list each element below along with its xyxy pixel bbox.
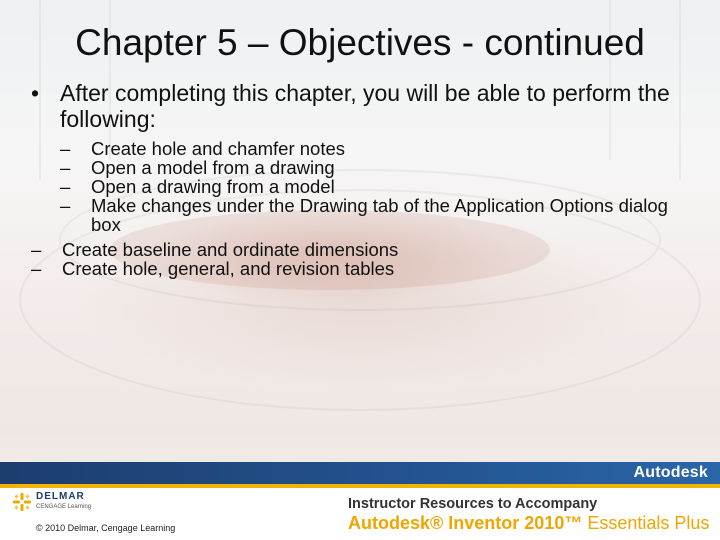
footer-gold-band (0, 484, 720, 488)
list-item-text: Create baseline and ordinate dimensions (62, 239, 399, 260)
list-dash: – (31, 258, 42, 279)
resources-heading: Instructor Resources to Accompany (348, 496, 598, 512)
publisher-subtitle: CENGAGE Learning (36, 504, 92, 510)
list-dash: – (60, 195, 71, 216)
list-item (60, 158, 680, 177)
list-item (60, 177, 680, 196)
footer-blue-band (0, 462, 720, 484)
objectives-list (31, 138, 680, 279)
slide-title: Chapter 5 – Objectives - continued (75, 22, 645, 63)
bullet-dot: • (31, 80, 40, 106)
list-item-text: Create hole and chamfer notes (91, 138, 346, 159)
copyright-text: © 2010 Delmar, Cengage Learning (36, 523, 176, 533)
list-item-text: Create hole, general, and revision tables (62, 258, 395, 279)
book-title (348, 513, 709, 534)
intro-text: After completing this chapter, you will be able to perform the following: (60, 80, 670, 132)
list-item-text: Open a model from a drawing (91, 157, 335, 178)
list-item (31, 240, 680, 259)
slide-footer (0, 462, 720, 540)
delmar-logo-icon (12, 492, 32, 512)
list-item (60, 139, 680, 158)
list-dash: – (60, 138, 71, 159)
list-dash: – (31, 239, 42, 260)
list-item (60, 196, 680, 234)
publisher-name: DELMAR (36, 491, 85, 502)
list-item (31, 259, 680, 278)
list-item-text: Open a drawing from a model (91, 176, 335, 197)
book-title-bold: Autodesk® Inventor 2010™ (348, 513, 583, 533)
list-dash: – (60, 176, 71, 197)
list-dash: – (60, 157, 71, 178)
intro-bullet (31, 80, 691, 132)
list-item-text: Make changes under the Drawing tab of the Application Options dialog box (91, 195, 668, 235)
autodesk-logo-text: Autodesk (633, 464, 708, 481)
book-title-plain: Essentials Plus (587, 513, 710, 533)
